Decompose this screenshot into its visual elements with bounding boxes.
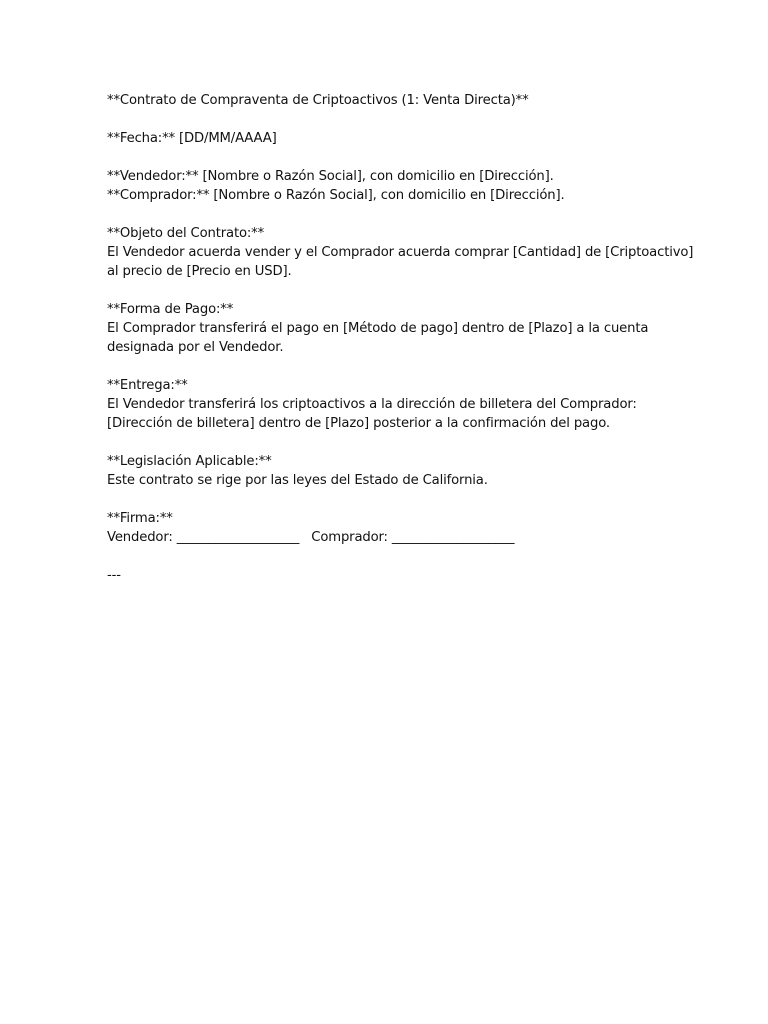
object-text-line: al precio de [Precio en USD]. [107,264,292,279]
signature-section [107,509,707,547]
payment-text-line: designada por el Vendedor. [107,340,284,355]
signature-lines: Vendedor: ___________________ Comprador: ___________________ [107,530,515,545]
parties-block [107,167,707,205]
payment-heading: **Forma de Pago:** [107,302,234,317]
date-line: **Fecha:** [DD/MM/AAAA] [107,131,277,146]
separator-block [107,566,707,585]
law-section [107,452,707,490]
document-page [107,91,707,604]
delivery-text-line: [Dirección de billetera] dentro de [Plazo] posterior a la confirmación del pago. [107,416,610,431]
separator: --- [107,568,121,583]
delivery-heading: **Entrega:** [107,378,188,393]
buyer-line: **Comprador:** [Nombre o Razón Social], con domicilio en [Dirección]. [107,188,565,203]
law-heading: **Legislación Aplicable:** [107,454,272,469]
object-section [107,224,707,281]
date-block [107,129,707,148]
object-heading: **Objeto del Contrato:** [107,226,265,241]
object-text-line: El Vendedor acuerda vender y el Comprador acuerda comprar [Cantidad] de [Criptoactivo] [107,245,694,260]
payment-section [107,300,707,357]
payment-text-line: El Comprador transferirá el pago en [Método de pago] dentro de [Plazo] a la cuenta [107,321,649,336]
contract-title-block [107,91,707,110]
contract-title: **Contrato de Compraventa de Criptoactivos (1: Venta Directa)** [107,93,529,108]
seller-line: **Vendedor:** [Nombre o Razón Social], con domicilio en [Dirección]. [107,169,554,184]
signature-heading: **Firma:** [107,511,173,526]
law-text-line: Este contrato se rige por las leyes del Estado de California. [107,473,488,488]
delivery-section [107,376,707,433]
delivery-text-line: El Vendedor transferirá los criptoactivos a la dirección de billetera del Comprador: [107,397,637,412]
